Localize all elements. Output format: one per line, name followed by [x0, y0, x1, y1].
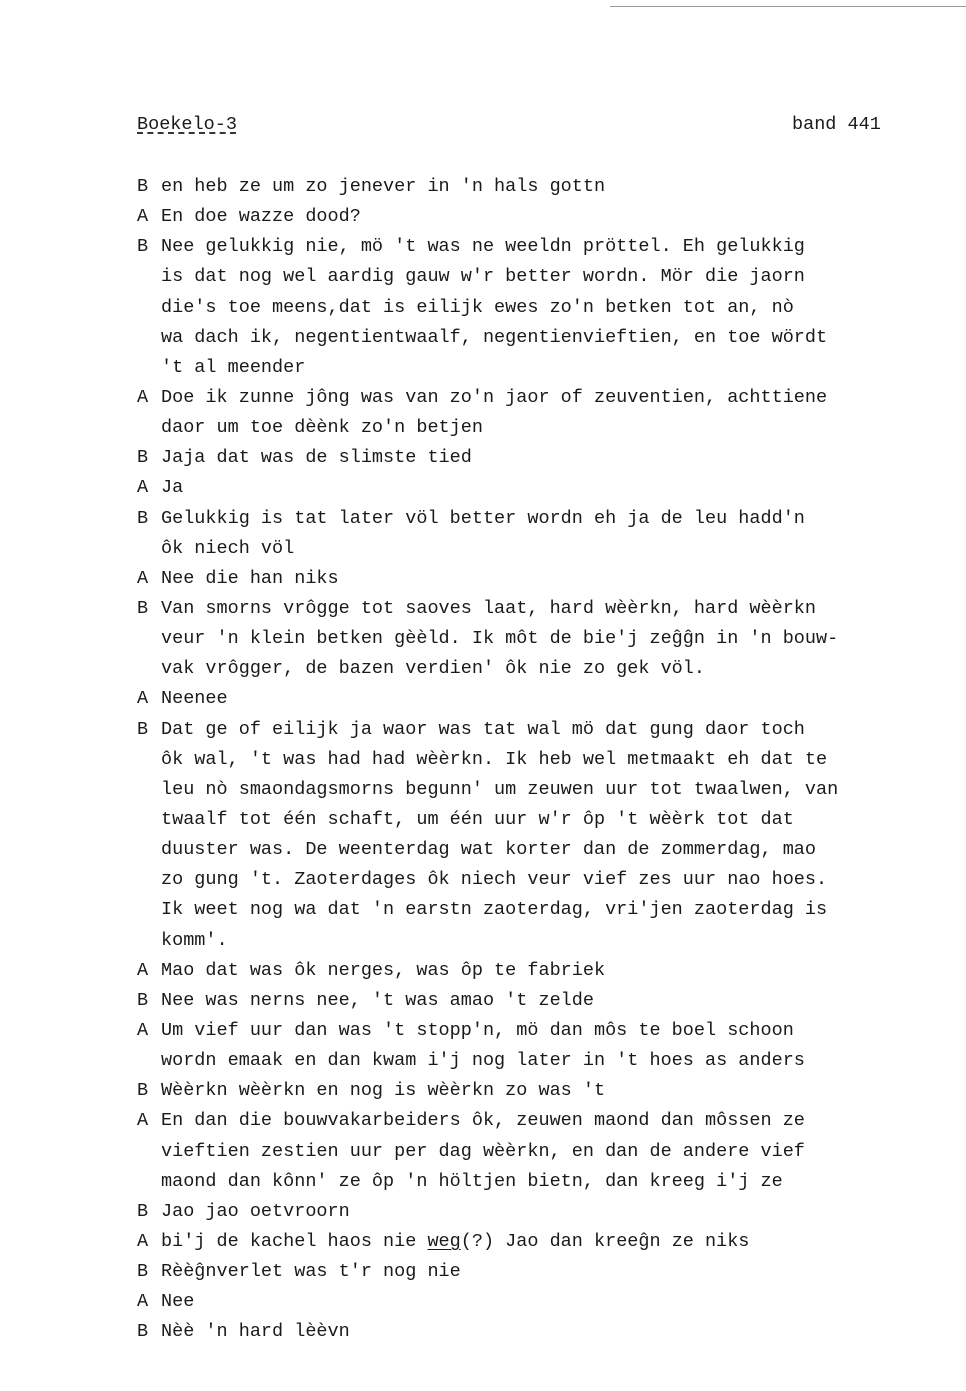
transcript-line [137, 323, 927, 353]
utterance-text: Wèèrkn wèèrkn en nog is wèèrkn zo was 't [161, 1080, 606, 1102]
utterance-text: Jaja dat was de slimste tied [161, 447, 472, 469]
transcript-line [137, 594, 927, 624]
speaker-label: B [137, 236, 149, 258]
utterance-text: En doe wazze dood? [161, 206, 361, 228]
transcript-line [137, 624, 927, 654]
speaker-label: A [137, 1230, 149, 1252]
speaker-label: A [137, 206, 149, 228]
utterance-text: twaalf tot één schaft, um één uur w'r ôp 't wèèrk tot dat [161, 808, 794, 830]
speaker-label: A [137, 688, 149, 710]
speaker-label: A [137, 1110, 149, 1132]
speaker-label: B [137, 1080, 149, 1102]
top-edge-rule [610, 6, 966, 7]
utterance-text: ôk niech völ [161, 537, 295, 559]
speaker-label: A [137, 386, 149, 408]
utterance-text: wordn emaak en dan kwam i'j nog later in 't hoes as anders [161, 1050, 805, 1072]
utterance-text: Mao dat was ôk nerges, was ôp te fabriek [161, 959, 606, 981]
transcript-line [137, 564, 927, 594]
utterance-text: veur 'n klein betken gèèld. Ik môt de bie'j zeĝĝn in 'n bouw- [161, 628, 839, 650]
utterance-text-after: (?) Jao dan kreeĝn ze niks [460, 1230, 750, 1252]
utterance-text: Gelukkig is tat later völ better wordn eh ja de leu hadd'n [161, 507, 805, 529]
transcript-line [137, 353, 927, 383]
utterance-text: is dat nog wel aardig gauw w'r better wordn. Mör die jaorn [161, 266, 805, 288]
transcript-line [137, 534, 927, 564]
transcript-line [137, 1257, 927, 1287]
speaker-label: B [137, 1261, 149, 1283]
utterance-text: komm'. [161, 929, 228, 951]
header-place: Boekelo-3 [137, 114, 237, 135]
transcript-line [137, 443, 927, 473]
speaker-label: B [137, 1321, 149, 1343]
transcript-line [137, 654, 927, 684]
speaker-label: B [137, 1200, 149, 1222]
transcript [137, 172, 927, 1347]
transcript-line [137, 684, 927, 714]
utterance-text: Van smorns vrôgge tot saoves laat, hard wèèrkn, hard wèèrkn [161, 597, 817, 619]
speaker-label: A [137, 477, 149, 499]
utterance-text: Nee [161, 1291, 195, 1313]
transcript-line [137, 1317, 927, 1347]
speaker-label: A [137, 1291, 149, 1313]
utterance-text: Rèèĝnverlet was t'r nog nie [161, 1261, 461, 1283]
speaker-label: A [137, 959, 149, 981]
utterance-text: Ik weet nog wa dat 'n earstn zaoterdag, vri'jen zaoterdag is [161, 899, 828, 921]
speaker-label: B [137, 176, 149, 197]
transcript-line [137, 1046, 927, 1076]
transcript-line [137, 172, 927, 202]
transcript-line [137, 383, 927, 413]
transcript-line [137, 1016, 927, 1046]
transcript-line [137, 473, 927, 503]
utterance-text: En dan die bouwvakarbeiders ôk, zeuwen maond dan môssen ze [161, 1110, 805, 1132]
transcript-line [137, 1076, 927, 1106]
header-band: band 441 [792, 114, 881, 135]
utterance-text: leu nò smaondagsmorns begunn' um zeuwen uur tot twaalwen, van [161, 778, 839, 800]
transcript-line [137, 956, 927, 986]
utterance-text: Dat ge of eilijk ja waor was tat wal mö dat gung daor toch [161, 718, 805, 740]
transcript-line [137, 1227, 927, 1257]
transcript-line [137, 202, 927, 232]
transcript-line [137, 232, 927, 262]
transcript-line [137, 775, 927, 805]
underlined-word: weg [427, 1230, 461, 1252]
transcript-line [137, 926, 927, 956]
transcript-line [137, 745, 927, 775]
utterance-text: Nee gelukkig nie, mö 't was ne weeldn pröttel. Eh gelukkig [161, 236, 805, 258]
transcript-line [137, 1137, 927, 1167]
speaker-label: B [137, 597, 149, 619]
transcript-line [137, 504, 927, 534]
speaker-label: B [137, 447, 149, 469]
transcript-line [137, 986, 927, 1016]
transcript-line [137, 413, 927, 443]
speaker-label: B [137, 718, 149, 740]
utterance-text: Jao jao oetvroorn [161, 1200, 350, 1222]
utterance-text: Neenee [161, 688, 228, 710]
utterance-text: ôk wal, 't was had had wèèrkn. Ik heb wel metmaakt eh dat te [161, 748, 828, 770]
utterance-text: duuster was. De weenterdag wat korter dan de zommerdag, mao [161, 839, 817, 861]
speaker-label: B [137, 507, 149, 529]
utterance-text: bi'j de kachel haos nie [161, 1230, 428, 1252]
utterance-text: Ja [161, 477, 184, 499]
utterance-text: en heb ze um zo jenever in 'n hals gottn [161, 176, 606, 197]
transcript-line [137, 1287, 927, 1317]
transcript-line [137, 895, 927, 925]
transcript-line [137, 835, 927, 865]
transcript-line [137, 262, 927, 292]
speaker-label: A [137, 1019, 149, 1041]
utterance-text: daor um toe dèènk zo'n betjen [161, 417, 483, 439]
transcript-line [137, 865, 927, 895]
transcript-line [137, 1106, 927, 1136]
utterance-text: Nèè 'n hard lèèvn [161, 1321, 350, 1343]
transcript-line [137, 1197, 927, 1227]
utterance-text: Doe ik zunne jông was van zo'n jaor of zeuventien, achttiene [161, 386, 828, 408]
speaker-label: B [137, 989, 149, 1011]
utterance-text: zo gung 't. Zaoterdages ôk niech veur vief zes uur nao hoes. [161, 869, 828, 891]
utterance-text: Um vief uur dan was 't stopp'n, mö dan môs te boel schoon [161, 1019, 794, 1041]
transcript-line [137, 293, 927, 323]
utterance-text: vieftien zestien uur per dag wèèrkn, en dan de andere vief [161, 1140, 805, 1162]
utterance-text: Nee die han niks [161, 567, 339, 589]
utterance-text: vak vrôgger, de bazen verdien' ôk nie zo gek völ. [161, 658, 705, 680]
utterance-text: maond dan kônn' ze ôp 'n höltjen bietn, dan kreeg i'j ze [161, 1170, 783, 1192]
utterance-text: 't al meender [161, 356, 306, 378]
utterance-text: Nee was nerns nee, 't was amao 't zelde [161, 989, 594, 1011]
transcript-line [137, 715, 927, 745]
speaker-label: A [137, 567, 149, 589]
utterance-text: die's toe meens,dat is eilijk ewes zo'n betken tot an, nò [161, 296, 794, 318]
utterance-text: wa dach ik, negentientwaalf, negentienvieftien, en toe wördt [161, 326, 828, 348]
transcript-line [137, 1167, 927, 1197]
transcript-line [137, 805, 927, 835]
